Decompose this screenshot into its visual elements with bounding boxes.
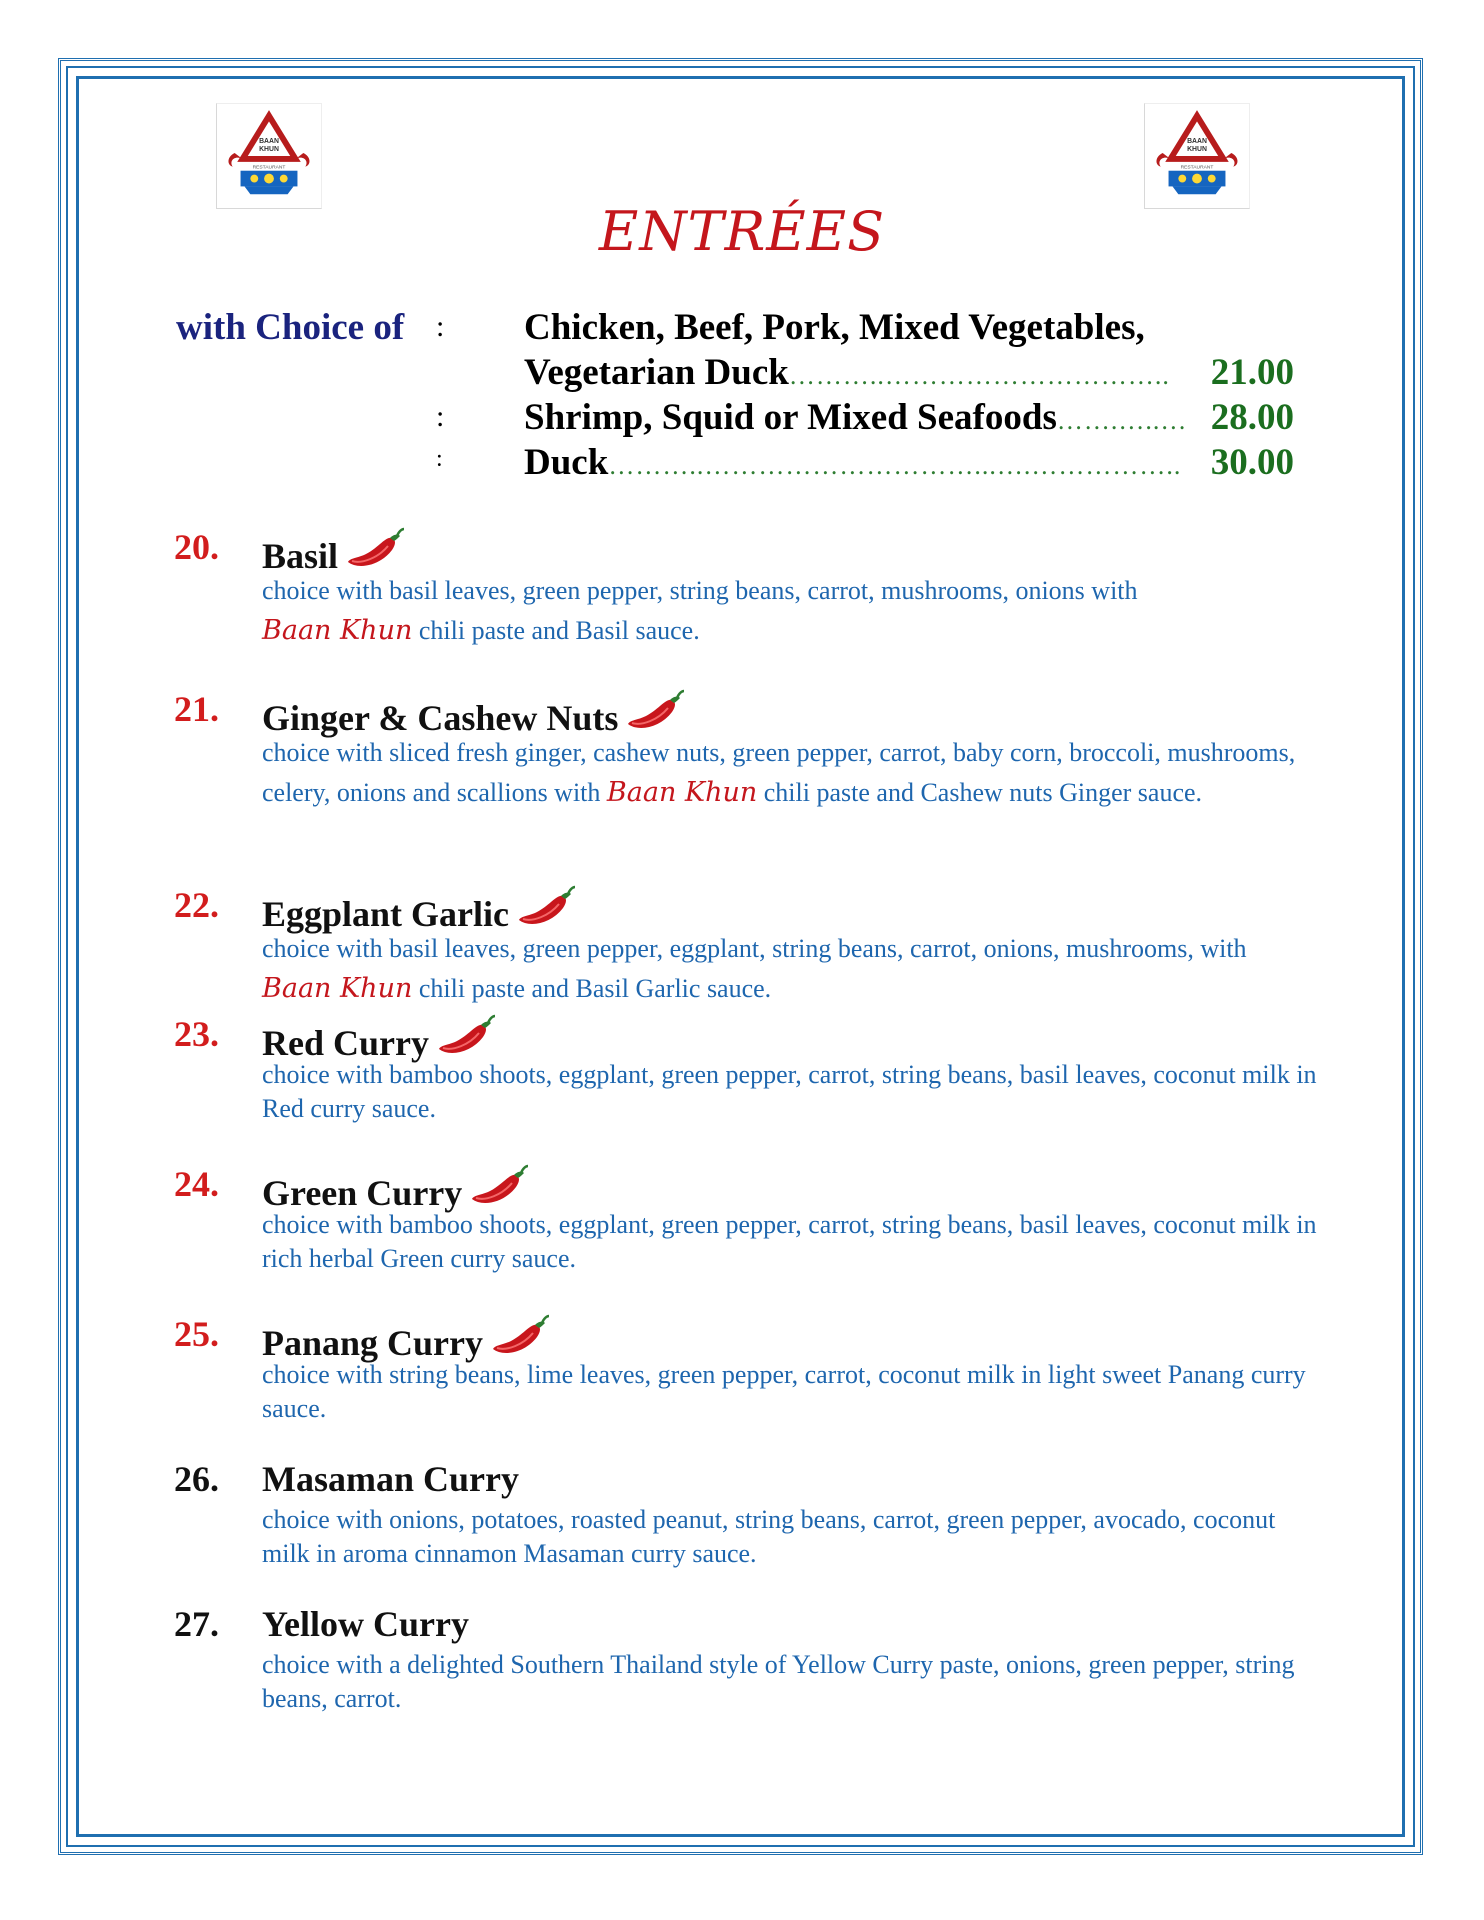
description-text: chili paste and Cashew nuts Ginger sauce.: [763, 778, 1203, 807]
page-title: ENTRÉES: [598, 200, 886, 263]
description-text: choice with basil leaves, green pepper, eggplant, string beans, carrot, onions, mushrooms, with: [262, 934, 1247, 963]
item-name: [262, 526, 406, 577]
logo-text-mid: KHUN: [259, 146, 279, 154]
choice-colon: :: [436, 446, 443, 472]
item-name: [262, 884, 577, 935]
choice-line-3: [524, 441, 1181, 484]
item-number: 24.: [174, 1164, 219, 1204]
chili-pepper-icon: [468, 1163, 530, 1209]
baan-khun-logo-left: [216, 103, 322, 209]
item-description: [262, 571, 1322, 651]
item-number: 21.: [174, 689, 219, 729]
item-name: [262, 1163, 530, 1214]
logo-icon: [217, 104, 321, 208]
choice-text: Vegetarian Duck: [524, 352, 789, 393]
choice-line-1a: Chicken, Beef, Pork, Mixed Vegetables,: [524, 307, 1145, 348]
item-description: [262, 929, 1322, 1009]
brand-name: Baan Khun: [262, 615, 413, 646]
price-30: 30.00: [1210, 442, 1294, 483]
item-name: [262, 1313, 551, 1364]
logo-text-top: BAAN: [1187, 138, 1207, 146]
item-name: [262, 1013, 497, 1064]
item-name-text: Panang Curry: [262, 1323, 484, 1363]
chili-pepper-icon: [489, 1313, 551, 1359]
item-name: Yellow Curry: [262, 1604, 469, 1644]
description-text: choice with sliced fresh ginger, cashew nuts, green pepper, carrot, baby corn, broccoli, mushrooms, celery, onions and scallions with: [262, 738, 1296, 807]
item-name-text: Ginger & Cashew Nuts: [262, 698, 619, 738]
item-description: choice with bamboo shoots, eggplant, green pepper, carrot, string beans, basil leaves, coconut milk in rich herbal Green curry sauce.: [262, 1210, 1317, 1273]
item-description: choice with a delighted Southern Thailand style of Yellow Curry paste, onions, green pepper, string beans, carrot.: [262, 1650, 1295, 1713]
description-text: chili paste and Basil sauce.: [418, 616, 700, 645]
chili-pepper-icon: [515, 884, 577, 930]
choice-label: with Choice of: [176, 307, 405, 348]
chili-pepper-icon: [344, 526, 406, 572]
item-name-text: Green Curry: [262, 1173, 463, 1213]
logo-text-bottom: RESTAURANT: [252, 165, 286, 171]
choice-text: Shrimp, Squid or Mixed Seafoods: [524, 397, 1057, 438]
price-21: 21.00: [1210, 352, 1294, 393]
item-number: 26.: [174, 1459, 219, 1499]
item-name-text: Eggplant Garlic: [262, 894, 510, 934]
brand-name: Baan Khun: [262, 973, 413, 1004]
choice-colon: :: [436, 400, 445, 433]
choice-line-1b: [524, 351, 1170, 394]
item-number: 25.: [174, 1314, 219, 1354]
logo-text-top: BAAN: [259, 138, 279, 146]
logo-text-mid: KHUN: [1187, 146, 1207, 154]
item-description: choice with string beans, lime leaves, green pepper, carrot, coconut milk in light sweet Panang curry sauce.: [262, 1360, 1306, 1423]
item-description: [262, 733, 1322, 813]
baan-khun-logo-right: [1144, 103, 1250, 209]
item-number: 23.: [174, 1014, 219, 1054]
choice-line-2: [524, 396, 1187, 439]
item-name: Masaman Curry: [262, 1459, 519, 1499]
leader-dots: …….…..…: [1056, 406, 1188, 435]
item-number: 27.: [174, 1604, 219, 1644]
item-description: choice with onions, potatoes, roasted peanut, string beans, carrot, green pepper, avocado, coconut milk in aroma cinnamon Masaman curry sauce.: [262, 1505, 1276, 1568]
item-name: [262, 688, 686, 739]
leader-dots: ………..…………………………...….……………..: [608, 451, 1182, 480]
choice-text: Duck: [524, 442, 609, 483]
item-name-text: Red Curry: [262, 1023, 429, 1063]
description-text: choice with basil leaves, green pepper, string beans, carrot, mushrooms, onions with: [262, 576, 1138, 605]
item-description: choice with bamboo shoots, eggplant, green pepper, carrot, string beans, basil leaves, coconut milk in Red curry sauce.: [262, 1060, 1317, 1123]
leader-dots: ………..…………………………..: [788, 361, 1170, 390]
logo-text-bottom: RESTAURANT: [1180, 165, 1214, 171]
logo-icon: [1145, 104, 1249, 208]
price-28: 28.00: [1210, 397, 1294, 438]
item-number: 22.: [174, 885, 219, 925]
item-number: 20.: [174, 527, 219, 567]
item-name-text: Basil: [262, 536, 339, 576]
brand-name: Baan Khun: [606, 777, 758, 808]
description-text: chili paste and Basil Garlic sauce.: [418, 974, 772, 1003]
chili-pepper-icon: [624, 688, 686, 734]
choice-colon: :: [436, 310, 445, 343]
chili-pepper-icon: [435, 1013, 497, 1059]
